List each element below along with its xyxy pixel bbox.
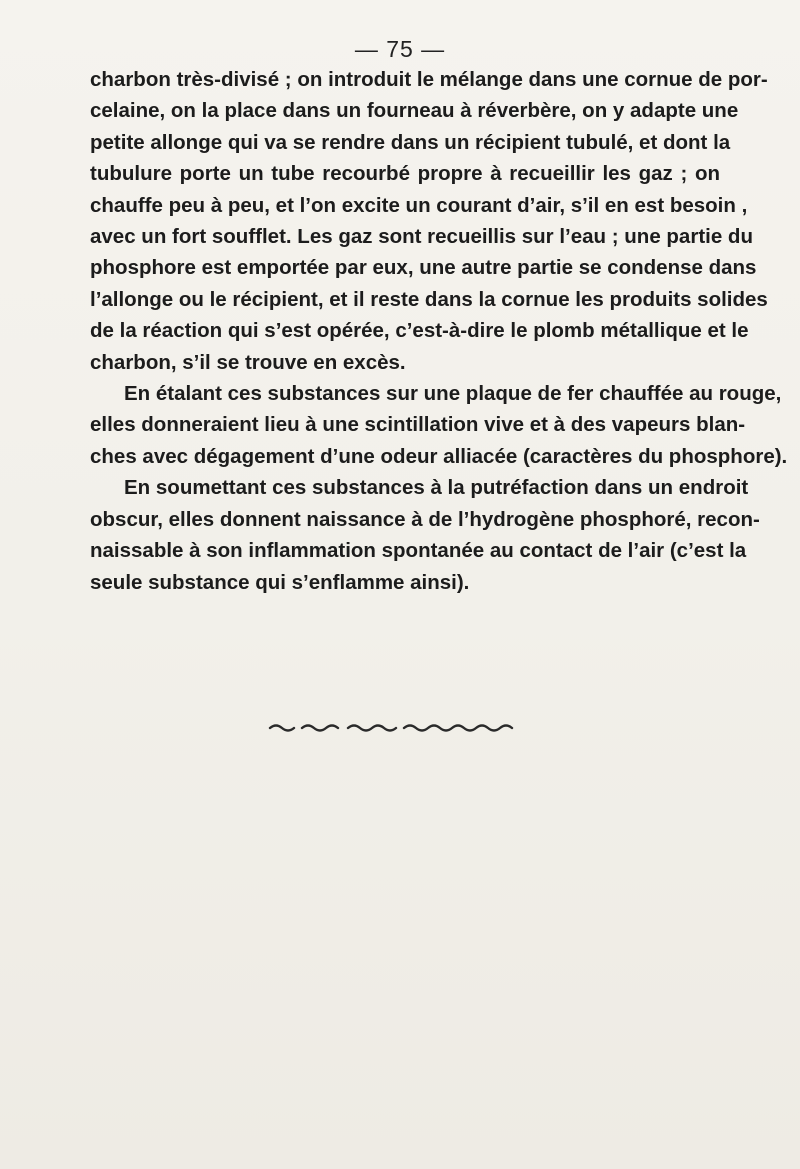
text-line: chauffe peu à peu, et l’on excite un courant d’air, s’il en est besoin , [90, 193, 748, 217]
text-line: phosphore est emportée par eux, une autre partie se condense dans [90, 256, 757, 280]
text-line: avec un fort soufflet. Les gaz sont recueillis sur l’eau ; une partie du [90, 225, 753, 249]
text-line: celaine, on la place dans un fourneau à réverbère, on y adapte une [90, 99, 739, 123]
paragraph-first-line: En soumettant ces substances à la putréfaction dans un endroit [124, 476, 749, 500]
text-line: tubulure porte un tube recourbé propre à recueillir les gaz ; on [90, 162, 720, 186]
text-line: charbon très-divisé ; on introduit le mélange dans une cornue de por- [90, 68, 768, 91]
text-line: l’allonge ou le récipient, et il reste dans la cornue les produits solides [90, 287, 768, 311]
text-line: charbon, s’il se trouve en excès. [90, 350, 406, 374]
paragraph-first-line: En étalant ces substances sur une plaque de fer chauffée au rouge, [124, 382, 782, 406]
text-line: de la réaction qui s’est opérée, c’est-à-dire le plomb métallique et le [90, 319, 749, 343]
text-line: ches avec dégagement d’une odeur alliacée (caractères du phosphore). [90, 444, 788, 468]
text-line: seule substance qui s’enflamme ainsi). [90, 570, 470, 594]
text-line: naissable à son inflammation spontanée au contact de l’air (c’est la [90, 539, 747, 563]
text-line: elles donneraient lieu à une scintillation vive et à des vapeurs blan- [90, 413, 746, 437]
page-number: — 75 — [354, 36, 446, 62]
page-body [90, 64, 788, 598]
text-line: petite allonge qui va se rendre dans un récipient tubulé, et dont la [90, 130, 731, 154]
text-line: obscur, elles donnent naissance à de l’hydrogène phosphoré, recon- [90, 507, 760, 531]
wavy-rule-ornament-icon [268, 720, 518, 736]
